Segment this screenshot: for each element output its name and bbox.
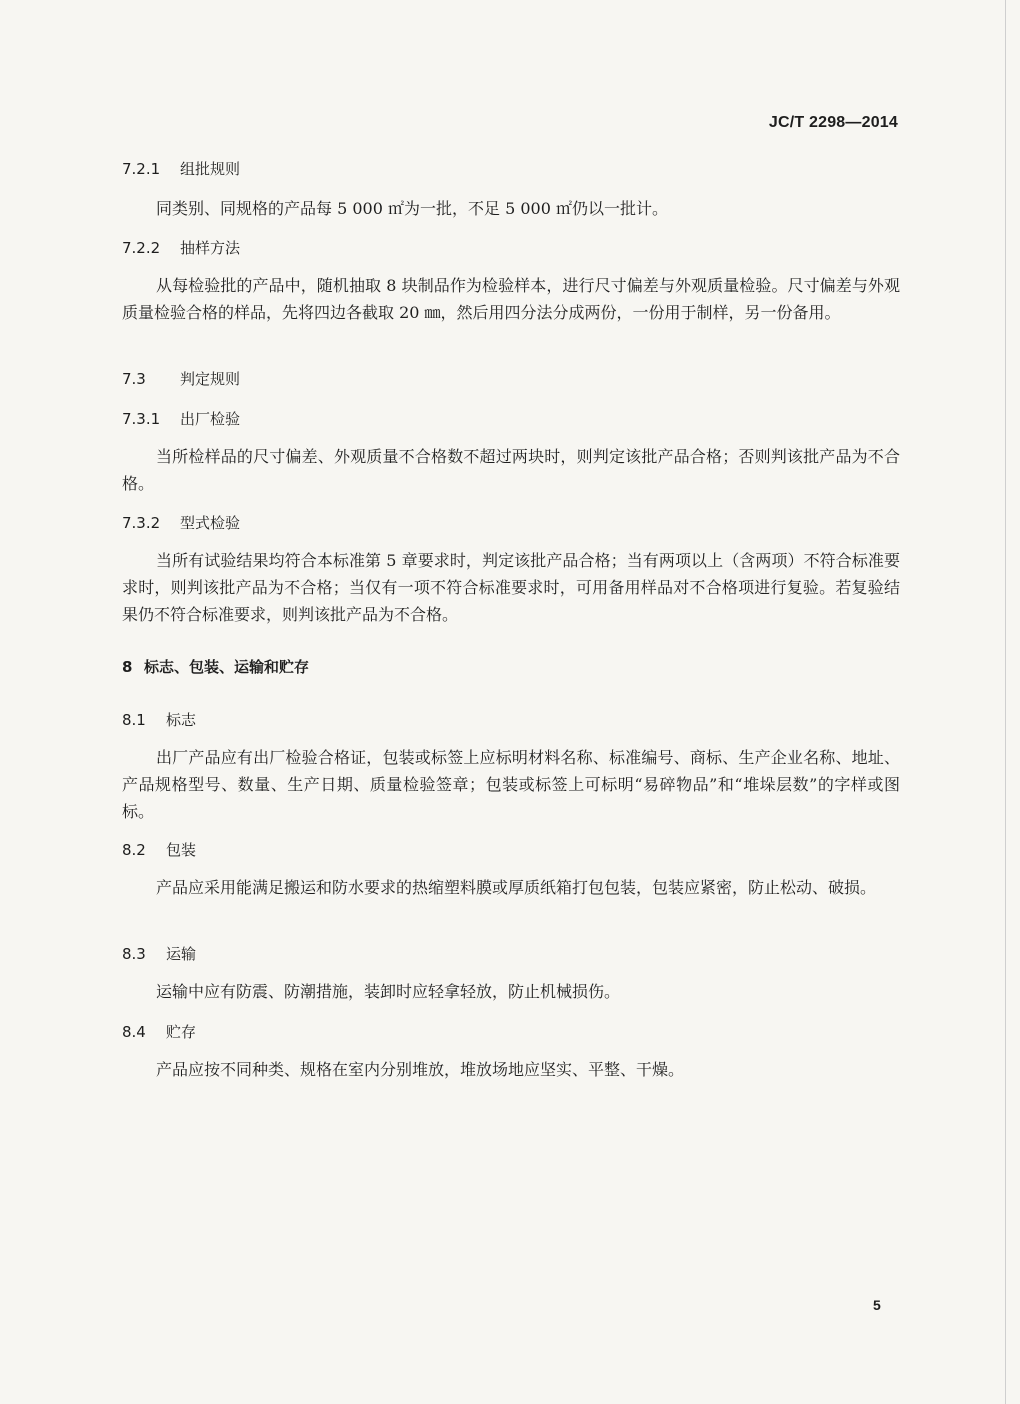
heading-7-2-1	[122, 158, 900, 179]
paragraph-8-4: 产品应按不同种类、规格在室内分别堆放，堆放场地应坚实、平整、干燥。	[156, 1060, 685, 1079]
heading-8-2	[122, 839, 900, 860]
section-title: 组批规则	[180, 160, 241, 178]
section-number: 7.3.1	[122, 410, 161, 428]
heading-8	[122, 656, 900, 677]
section-number: 8	[122, 658, 133, 676]
heading-8-4	[122, 1021, 900, 1042]
section-title: 型式检验	[180, 514, 241, 532]
heading-8-3	[122, 943, 900, 964]
section-number: 8.4	[122, 1023, 146, 1041]
heading-7-3	[122, 368, 900, 389]
section-title: 标志	[166, 711, 197, 729]
section-number: 8.2	[122, 841, 146, 859]
heading-7-3-1	[122, 408, 900, 429]
section-number: 7.3	[122, 370, 146, 388]
section-title: 出厂检验	[180, 410, 241, 428]
section-title: 抽样方法	[180, 239, 241, 257]
section-title: 标志、包装、运输和贮存	[144, 658, 310, 676]
paragraph-8-3: 运输中应有防震、防潮措施，装卸时应轻拿轻放，防止机械损伤。	[156, 982, 621, 1001]
heading-7-3-2	[122, 512, 900, 533]
section-number: 8.1	[122, 711, 146, 729]
section-title: 判定规则	[180, 370, 241, 388]
scan-edge-line	[1005, 0, 1006, 1404]
section-title: 运输	[166, 945, 197, 963]
section-number: 7.2.2	[122, 239, 161, 257]
paragraph-7-2-2: 从每检验批的产品中，随机抽取 8 块制品作为检验样本，进行尺寸偏差与外观质量检验。尺寸偏差与外观质量检验合格的样品，先将四边各截取 20 ㎜，然后用四分法分成两份，一份用于制样，另一份备用。	[122, 276, 900, 322]
standard-code: JC/T 2298—2014	[768, 114, 898, 131]
paragraph-7-2-1: 同类别、同规格的产品每 5 000 ㎡为一批，不足 5 000 ㎡仍以一批计。	[156, 199, 668, 218]
section-title: 贮存	[166, 1023, 197, 1041]
section-number: 7.3.2	[122, 514, 161, 532]
heading-8-1	[122, 709, 900, 730]
section-title: 包装	[166, 841, 197, 859]
paragraph-8-1: 出厂产品应有出厂检验合格证，包装或标签上应标明材料名称、标准编号、商标、生产企业名称、地址、产品规格型号、数量、生产日期、质量检验签章；包装或标签上可标明“易碎物品”和“堆垛层数”的字样或图标。	[122, 748, 900, 821]
section-number: 7.2.1	[122, 160, 161, 178]
paragraph-8-2: 产品应采用能满足搬运和防水要求的热缩塑料膜或厚质纸箱打包包装，包装应紧密，防止松动、破损。	[156, 878, 877, 897]
paragraph-7-3-1: 当所检样品的尺寸偏差、外观质量不合格数不超过两块时，则判定该批产品合格；否则判该批产品为不合格。	[122, 447, 900, 493]
heading-7-2-2	[122, 237, 900, 258]
page-number: 5	[873, 1297, 881, 1313]
section-number: 8.3	[122, 945, 146, 963]
paragraph-7-3-2: 当所有试验结果均符合本标准第 5 章要求时，判定该批产品合格；当有两项以上（含两项）不符合标准要求时，则判该批产品为不合格；当仅有一项不符合标准要求时，可用备用样品对不合格项进行复验。若复验结果仍不符合标准要求，则判该批产品为不合格。	[122, 551, 900, 624]
